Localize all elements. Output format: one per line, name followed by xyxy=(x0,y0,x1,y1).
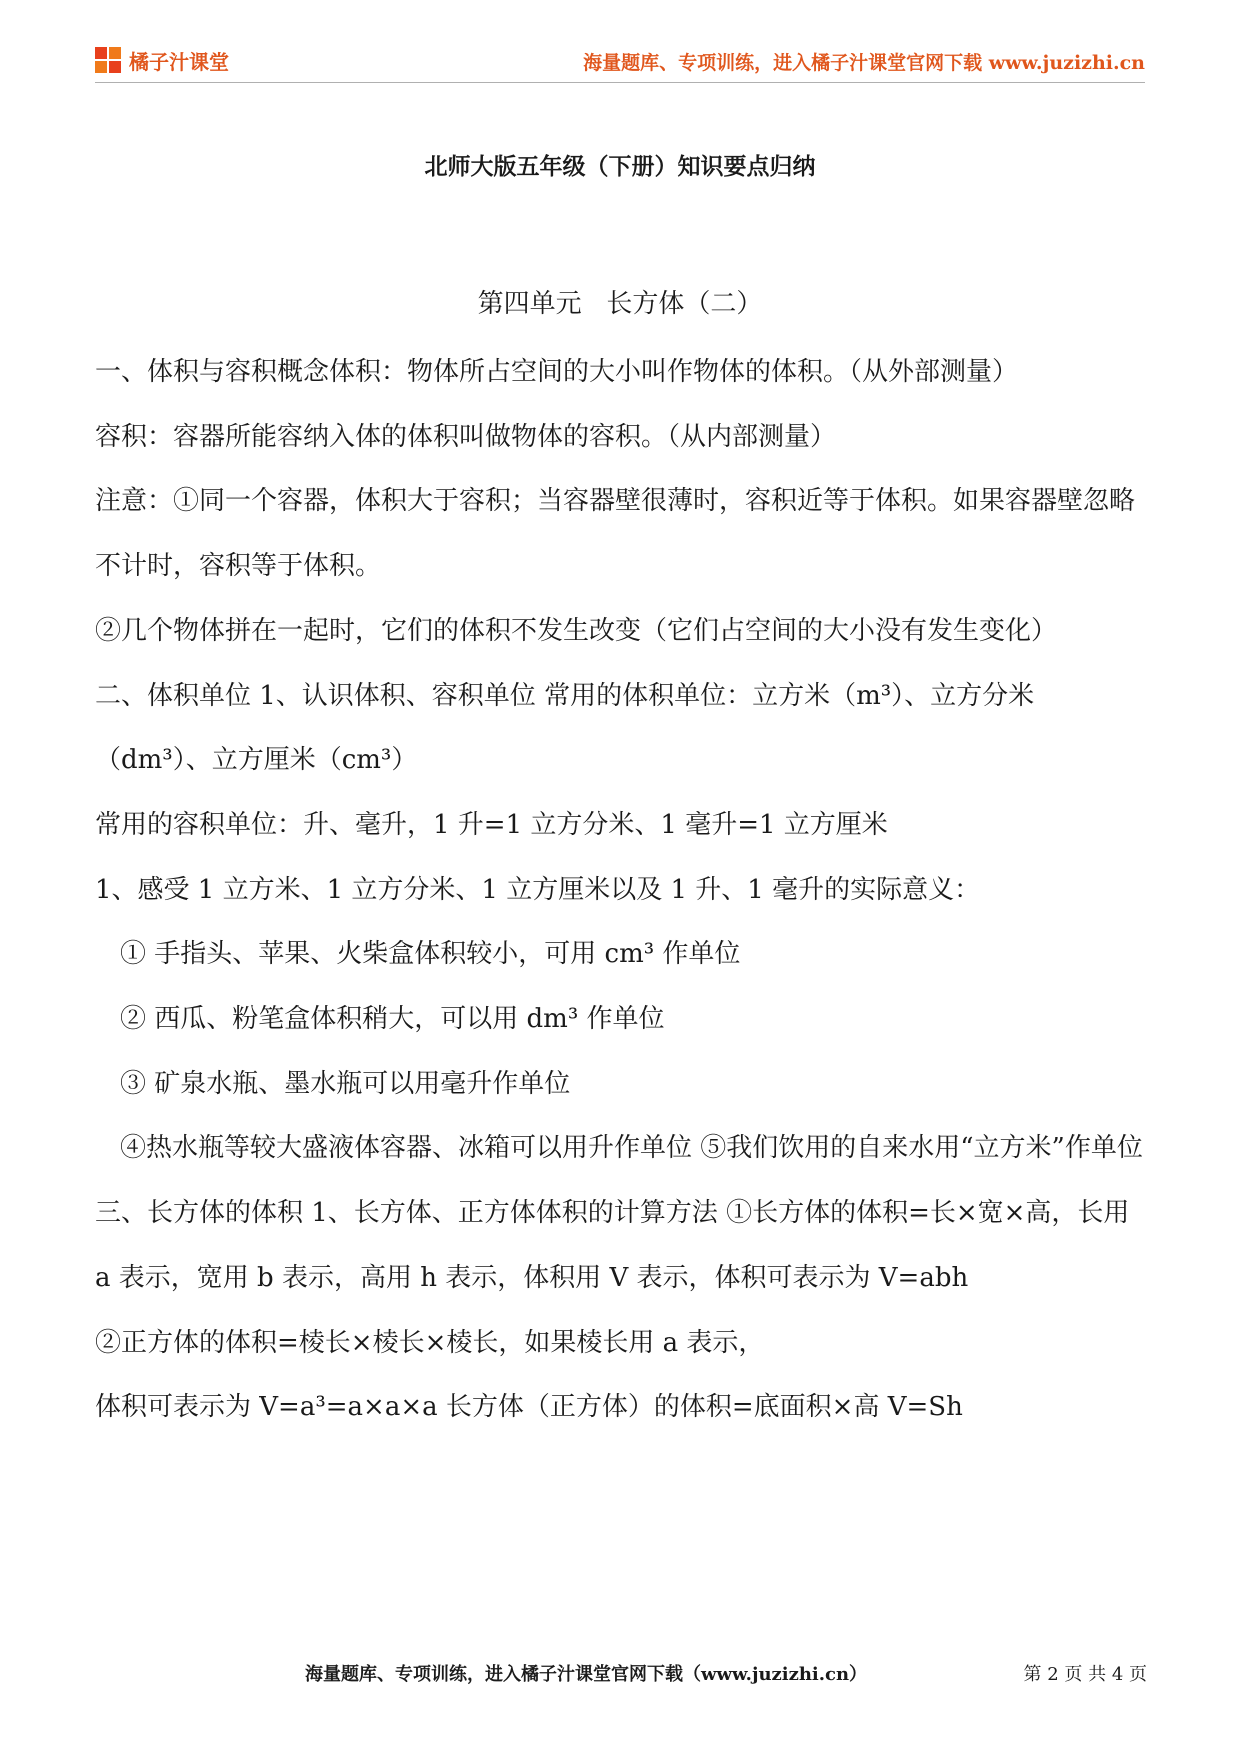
footer-text: 海量题库、专项训练，进入橘子汁课堂官网下载（www.juzizhi.cn） xyxy=(305,1664,868,1685)
list-item: ① 手指头、苹果、火柴盒体积较小，可用 cm³ 作单位 xyxy=(120,939,741,970)
paragraph-cube-volume: ②正方体的体积=棱长×棱长×棱长，如果棱长用 a 表示， xyxy=(95,1327,765,1358)
document-title: 北师大版五年级（下册）知识要点归纳 xyxy=(424,153,816,180)
logo-text: 橘子汁课堂 xyxy=(129,50,229,74)
paragraph-volume-units: 二、体积单位 1、认识体积、容积单位 常用的体积单位：立方米（m³）、立方分米（dm³）、立方厘米（cm³） xyxy=(95,680,1035,776)
paragraph-cuboid-volume: 三、长方体的体积 1、长方体、正方体体积的计算方法 ①长方体的体积=长×宽×高，长用 a 表示，宽用 b 表示，高用 h 表示，体积用 V 表示，体积可表示为 V=abh xyxy=(95,1198,1130,1293)
paragraph-capacity-definition: 容积：容器所能容纳入体的体积叫做物体的容积。（从内部测量） xyxy=(95,421,837,452)
page-header xyxy=(95,40,1145,83)
paragraph-capacity-units: 常用的容积单位：升、毫升，1 升=1 立方分米、1 毫升=1 立方厘米 xyxy=(95,809,888,840)
page-number: 第 2 页 共 4 页 xyxy=(1023,1664,1147,1685)
paragraph-feel-units: 1、感受 1 立方米、1 立方分米、1 立方厘米以及 1 升、1 毫升的实际意义： xyxy=(95,874,981,905)
list-item: ④热水瓶等较大盛液体容器、冰箱可以用升作单位 ⑤我们饮用的自来水用“立方米”作单位 xyxy=(120,1133,1143,1164)
paragraph-volume-formula: 体积可表示为 V=a³=a×a×a 长方体（正方体）的体积=底面积×高 V=Sh xyxy=(95,1392,963,1423)
paragraph-note-2: ②几个物体拼在一起时，它们的体积不发生改变（它们占空间的大小没有发生变化） xyxy=(95,615,1058,646)
document-body xyxy=(95,340,1147,1440)
unit-title: 第四单元 长方体（二） xyxy=(477,289,763,319)
list-item: ③ 矿泉水瓶、墨水瓶可以用毫升作单位 xyxy=(120,1068,571,1099)
logo[interactable] xyxy=(95,46,229,75)
list-item: ② 西瓜、粉笔盒体积稍大，可以用 dm³ 作单位 xyxy=(120,1004,665,1035)
header-tagline: 海量题库、专项训练，进入橘子汁课堂官网下载 www.juzizhi.cn xyxy=(583,52,1145,74)
paragraph-volume-capacity-concept: 一、体积与容积概念体积：物体所占空间的大小叫作物体的体积。（从外部测量） xyxy=(95,357,1019,387)
logo-mark-icon xyxy=(95,47,123,75)
paragraph-note-1: 注意：①同一个容器，体积大于容积；当容器壁很薄时，容积近等于体积。如果容器壁忽略不计时，容积等于体积。 xyxy=(95,486,1136,582)
